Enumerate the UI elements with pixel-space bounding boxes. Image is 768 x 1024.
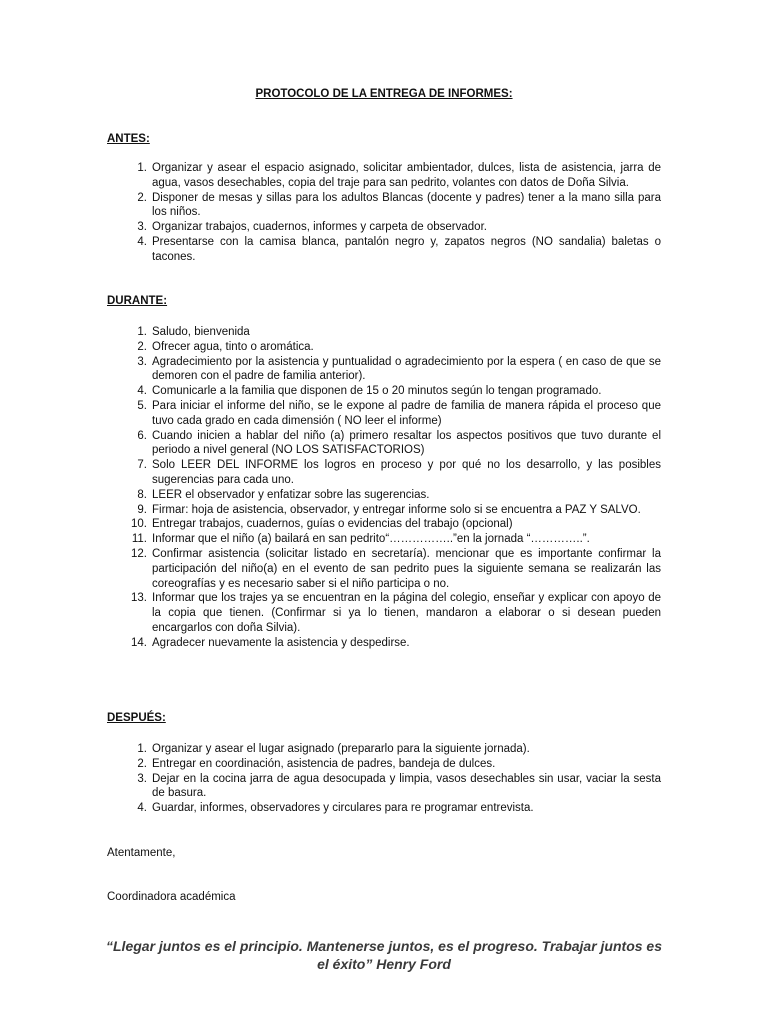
list-item: 6. Cuando inicien a hablar del niño (a) primero resaltar los aspectos positivos que tuvo durante el periodo a nivel general (NO LOS SATISFACTORIOS) xyxy=(137,429,661,457)
list-item: 8. LEER el observador y enfatizar sobre las sugerencias. xyxy=(137,488,430,501)
list-durante xyxy=(107,325,661,651)
list-item: 3. Dejar en la cocina jarra de agua desocupada y limpia, vasos desechables sin usar, vaciar la sesta de basura. xyxy=(137,772,661,800)
signature-text: Coordinadora académica xyxy=(107,891,236,903)
list-item: 1. Saludo, bienvenida xyxy=(137,326,250,338)
list-item: 14. Agradecer nuevamente la asistencia y despedirse. xyxy=(131,636,410,649)
list-item: 2. Entregar en coordinación, asistencia de padres, bandeja de dulces. xyxy=(137,757,496,770)
section-heading-despues: DESPUÉS: xyxy=(107,712,166,724)
document-title: PROTOCOLO DE LA ENTREGA DE INFORMES: xyxy=(255,88,513,100)
list-despues xyxy=(107,742,661,816)
list-item: 13. Informar que los trajes ya se encuentran en la página del colegio, enseñar y explicar con apoyo de la copia que tienen. (Confirmar si ya lo tienen, mandaron a elaborar o si desean pueden encargarlos con doña Silvia). xyxy=(131,592,661,634)
list-item: 1. Organizar y asear el lugar asignado (prepararlo para la siguiente jornada). xyxy=(137,743,530,755)
list-item: 4. Comunicarle a la familia que disponen de 15 o 20 minutos según lo tengan programado. xyxy=(137,385,602,398)
list-item: 7. Solo LEER DEL INFORME los logros en proceso y por qué no los desarrollo, y las posibles sugerencias para cada uno. xyxy=(137,459,661,486)
list-item: 10. Entregar trabajos, cuadernos, guías o evidencias del trabajo (opcional) xyxy=(131,518,513,531)
list-item: 1. Organizar y asear el espacio asignado, solicitar ambientador, dulces, lista de asistencia, jarra de agua, vasos desechables, copia del traje para san pedrito, volantes con datos de Doña Silvia. xyxy=(137,162,661,189)
list-item: 9. Firmar: hoja de asistencia, observador, y entregar informe solo si se encuentra a PAZ Y SALVO. xyxy=(137,503,641,516)
closing-quote: “Llegar juntos es el principio. Mantenerse juntos, es el progreso. Trabajar juntos es el éxito” Henry Ford xyxy=(106,938,662,972)
section-heading-durante: DURANTE: xyxy=(107,295,168,307)
closing-text: Atentamente, xyxy=(107,847,176,859)
list-item: 11. Informar que el niño (a) bailará en san pedrito“……………..”en la jornada “…………..”. xyxy=(131,533,590,546)
list-item: 2. Ofrecer agua, tinto o aromática. xyxy=(137,340,314,353)
list-item: 5. Para iniciar el informe del niño, se le expone al padre de familia de manera rápida el proceso que tuvo cada grado en cada dimensión ( NO leer el informe) xyxy=(137,399,661,427)
section-heading-antes: ANTES: xyxy=(107,133,150,145)
list-item: 4. Guardar, informes, observadores y circulares para re programar entrevista. xyxy=(137,802,534,815)
list-item: 12. Confirmar asistencia (solicitar listado en secretaría). mencionar que es importante confirmar la participación del niño(a) en el evento de san pedrito pues la siguiente semana se realizarán las coreografías y es necesario saber si el niño participa o no. xyxy=(131,547,661,590)
list-item: 4. Presentarse con la camisa blanca, pantalón negro y, zapatos negros (NO sandalia) baletas o tacones. xyxy=(137,235,661,263)
list-antes xyxy=(107,161,661,265)
list-item: 3. Agradecimiento por la asistencia y puntualidad o agradecimiento por la espera ( en caso de que se demoren con el padre de familia anterior). xyxy=(137,355,661,383)
list-item: 3. Organizar trabajos, cuadernos, informes y carpeta de observador. xyxy=(137,221,487,234)
list-item: 2. Disponer de mesas y sillas para los adultos Blancas (docente y padres) tener a la mano silla para los niños. xyxy=(137,191,661,219)
